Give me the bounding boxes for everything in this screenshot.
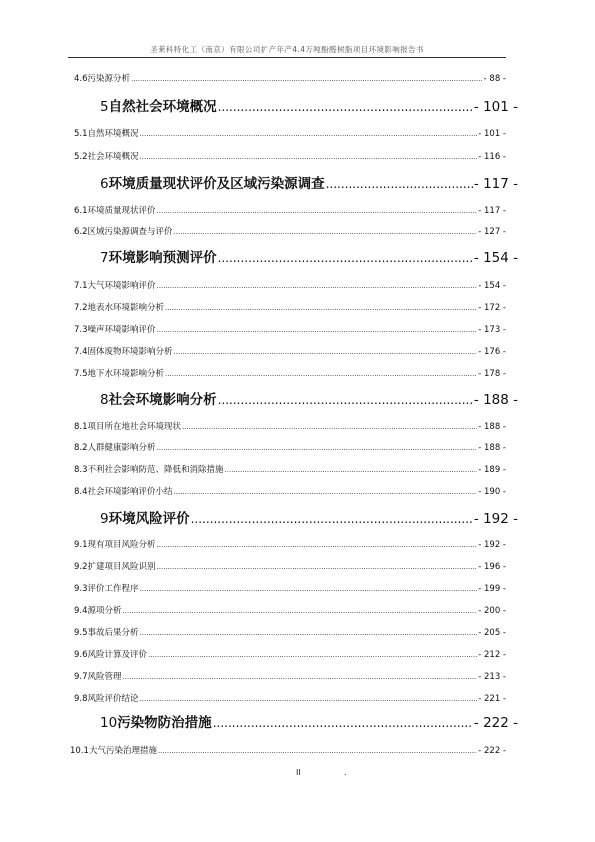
toc-entry-number: 5.2 (74, 152, 88, 162)
toc-section-entry[interactable] (74, 463, 506, 477)
toc-section-entry[interactable] (74, 648, 506, 662)
toc-entry-number: 9.6 (74, 650, 88, 660)
toc-section-entry[interactable] (74, 582, 506, 596)
toc-entry-page: - 88 - (483, 74, 506, 84)
toc-entry-page: - 189 - (478, 465, 506, 475)
toc-entry-title: 人群健康影响分析 (87, 443, 156, 453)
toc-entry-title: 事故后果分析 (87, 628, 139, 638)
toc-section-entry[interactable] (74, 626, 506, 640)
toc-entry-title: 噪声环境影响评价 (87, 325, 156, 335)
toc-chapter-entry[interactable] (100, 246, 518, 266)
toc-dot-leader (157, 207, 478, 215)
toc-section-entry[interactable] (74, 604, 506, 618)
toc-entry-title: 扩建项目风险识别 (87, 562, 156, 572)
toc-entry-number: 7.1 (74, 281, 88, 291)
toc-dot-leader (174, 488, 478, 496)
toc-entry-number: 8.4 (74, 487, 88, 497)
toc-entry-title: 地下水环境影响分析 (87, 369, 165, 379)
toc-dot-leader (326, 177, 473, 191)
toc-entry-page: - 192 - (473, 511, 518, 527)
toc-entry-number: 9 (100, 511, 109, 527)
toc-dot-leader (148, 651, 477, 659)
toc-entry-title: 社会环境影响分析 (108, 392, 217, 408)
toc-section-entry[interactable] (74, 301, 506, 315)
toc-section-entry[interactable] (74, 692, 506, 706)
toc-entry-title: 风险计算及评价 (87, 650, 148, 660)
toc-dot-leader (225, 466, 478, 474)
toc-dot-leader (123, 607, 478, 615)
toc-entry-title: 源项分析 (87, 606, 122, 616)
toc-dot-leader (182, 423, 477, 431)
toc-entry-number: 6.2 (74, 227, 88, 237)
toc-dot-leader (213, 716, 473, 730)
toc-entry-page: - 188 - (478, 443, 506, 453)
toc-entry-number: 8 (100, 392, 109, 408)
toc-entry-page: - 190 - (478, 487, 506, 497)
toc-entry-title: 污染源分析 (87, 74, 131, 84)
toc-entry-page: - 176 - (478, 347, 506, 357)
toc-entry-number: 7 (100, 250, 109, 266)
toc-entry-title: 现有项目风险分析 (87, 540, 156, 550)
toc-section-entry[interactable] (74, 538, 506, 552)
toc-dot-leader (157, 326, 478, 334)
toc-dot-leader (218, 100, 473, 114)
toc-entry-title: 地表水环境影响分析 (87, 303, 165, 313)
toc-entry-number: 9.4 (74, 606, 88, 616)
toc-dot-leader (218, 393, 473, 407)
toc-entry-page: - 199 - (478, 584, 506, 594)
toc-entry-page: - 222 - (473, 715, 518, 731)
toc-dot-leader (157, 541, 478, 549)
toc-entry-page: - 213 - (478, 672, 506, 682)
toc-entry-number: 6.1 (74, 206, 88, 216)
toc-entry-number: 7.3 (74, 325, 88, 335)
toc-entry-number: 7.2 (74, 303, 88, 313)
toc-entry-number: 7.4 (74, 347, 88, 357)
toc-entry-page: - 154 - (473, 250, 518, 266)
toc-entry-page: - 222 - (478, 746, 506, 756)
toc-dot-leader (174, 348, 478, 356)
page-number: II (296, 768, 301, 777)
toc-entry-title: 大气环境影响评价 (87, 281, 156, 291)
toc-section-entry[interactable] (74, 279, 506, 293)
toc-dot-leader (174, 228, 478, 236)
toc-entry-page: - 192 - (478, 540, 506, 550)
toc-entry-title: 区域污染源调查与评价 (87, 227, 173, 237)
toc-entry-page: - 101 - (478, 129, 506, 139)
toc-entry-page: - 127 - (478, 227, 506, 237)
toc-entry-title: 社会环境概况 (87, 152, 139, 162)
toc-section-entry[interactable] (74, 72, 506, 86)
toc-chapter-entry[interactable] (100, 388, 518, 408)
toc-entry-page: - 212 - (478, 650, 506, 660)
toc-section-entry[interactable] (74, 345, 506, 359)
toc-entry-page: - 117 - (478, 206, 506, 216)
toc-entry-page: - 188 - (478, 422, 506, 432)
toc-dot-leader (157, 444, 478, 452)
toc-entry-number: 8.1 (74, 422, 88, 432)
footer-mark: . (344, 768, 347, 777)
toc-dot-leader (191, 512, 473, 526)
toc-entry-number: 9.1 (74, 540, 88, 550)
toc-entry-title: 社会环境影响评价小结 (87, 487, 173, 497)
toc-chapter-entry[interactable] (100, 95, 518, 115)
toc-dot-leader (140, 585, 478, 593)
toc-entry-page: - 200 - (478, 606, 506, 616)
toc-entry-page: - 101 - (473, 99, 518, 115)
toc-entry-page: - 154 - (478, 281, 506, 291)
toc-section-entry[interactable] (74, 485, 506, 499)
running-header: 圣莱科特化工（南京）有限公司扩产年产4.4万吨酚醛树脂项目环境影响报告书 (150, 45, 424, 54)
toc-entry-number: 9.5 (74, 628, 88, 638)
toc-chapter-entry[interactable] (100, 172, 518, 192)
toc-entry-title: 环境风险评价 (108, 511, 190, 527)
toc-entry-number: 10.1 (70, 746, 89, 756)
toc-entry-title: 环境质量现状评价 (87, 206, 156, 216)
toc-entry-page: - 221 - (478, 694, 506, 704)
toc-section-entry[interactable] (74, 225, 506, 239)
toc-entry-number: 10 (100, 715, 118, 731)
toc-chapter-entry[interactable] (100, 711, 518, 731)
toc-entry-title: 大气污染治理措施 (88, 746, 157, 756)
toc-entry-number: 9.2 (74, 562, 88, 572)
toc-entry-page: - 172 - (478, 303, 506, 313)
toc-entry-page: - 188 - (473, 392, 518, 408)
toc-entry-page: - 178 - (478, 369, 506, 379)
toc-entry-number: 8.3 (74, 465, 88, 475)
toc-section-entry[interactable] (74, 420, 506, 434)
toc-chapter-entry[interactable] (100, 507, 518, 527)
toc-section-entry[interactable] (74, 441, 506, 455)
toc-entry-number: 9.3 (74, 584, 88, 594)
toc-dot-leader (140, 130, 478, 138)
toc-entry-title: 风险评价结论 (87, 694, 139, 704)
toc-dot-leader (165, 370, 477, 378)
toc-section-entry[interactable] (74, 127, 506, 141)
toc-entry-title: 项目所在地社会环境现状 (87, 422, 182, 432)
toc-entry-title: 评价工作程序 (87, 584, 139, 594)
toc-section-entry[interactable] (74, 323, 506, 337)
toc-entry-page: - 117 - (473, 176, 518, 192)
toc-entry-number: 9.8 (74, 694, 88, 704)
toc-dot-leader (157, 563, 478, 571)
toc-dot-leader (140, 153, 478, 161)
toc-dot-leader (157, 282, 478, 290)
toc-entry-title: 不利社会影响防范、降低和消除措施 (87, 465, 224, 475)
toc-dot-leader (131, 75, 483, 83)
toc-entry-number: 5.1 (74, 129, 88, 139)
toc-dot-leader (218, 251, 473, 265)
toc-entry-page: - 116 - (478, 152, 506, 162)
toc-entry-title: 风险管理 (87, 672, 122, 682)
toc-section-entry[interactable] (70, 744, 506, 758)
toc-entry-page: - 205 - (478, 628, 506, 638)
toc-entry-title: 环境质量现状评价及区域污染源调查 (108, 176, 325, 192)
toc-dot-leader (123, 673, 478, 681)
toc-dot-leader (165, 304, 477, 312)
toc-section-entry[interactable] (74, 670, 506, 684)
toc-entry-number: 7.5 (74, 369, 88, 379)
toc-entry-title: 固体废物环境影响分析 (87, 347, 173, 357)
toc-entry-page: - 196 - (478, 562, 506, 572)
toc-entry-title: 环境影响预测评价 (108, 250, 217, 266)
toc-entry-title: 自然社会环境概况 (108, 99, 217, 115)
toc-dot-leader (158, 747, 477, 755)
toc-dot-leader (140, 695, 478, 703)
toc-dot-leader (140, 629, 478, 637)
toc-entry-title: 自然环境概况 (87, 129, 139, 139)
toc-section-entry[interactable] (74, 204, 506, 218)
toc-section-entry[interactable] (74, 150, 506, 164)
toc-entry-number: 9.7 (74, 672, 88, 682)
toc-section-entry[interactable] (74, 367, 506, 381)
toc-entry-number: 8.2 (74, 443, 88, 453)
toc-entry-number: 6 (100, 176, 109, 192)
toc-entry-number: 4.6 (74, 74, 88, 84)
toc-entry-number: 5 (100, 99, 109, 115)
toc-entry-title: 污染物防治措施 (117, 715, 212, 731)
toc-entry-page: - 173 - (478, 325, 506, 335)
toc-section-entry[interactable] (74, 560, 506, 574)
